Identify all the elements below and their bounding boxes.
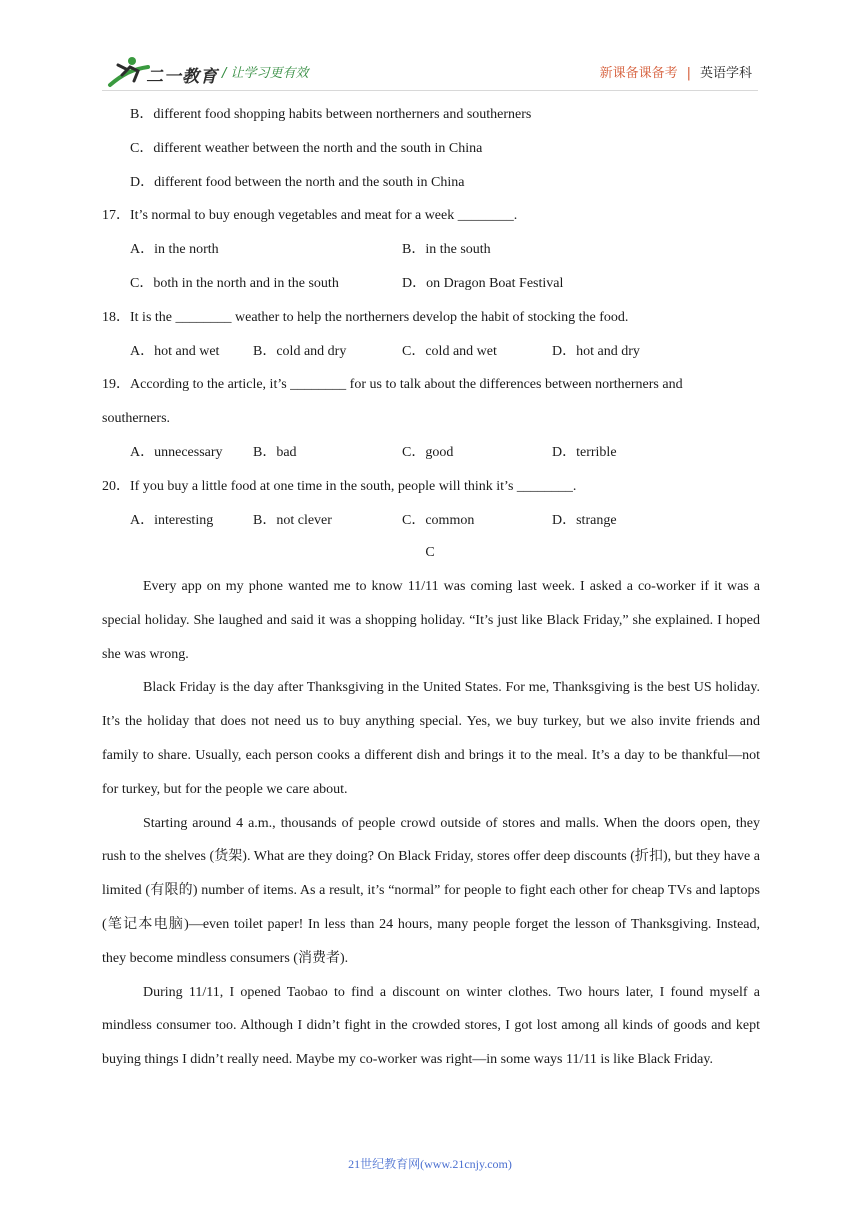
- slogan: / 让学习更有效: [222, 66, 309, 81]
- q20-stem: 20．If you buy a little food at one time in the south, people will think it’s ________.: [102, 479, 577, 494]
- page-footer: 21世纪教育网(www.21cnjy.com): [348, 1157, 512, 1171]
- q18-option-c: C．cold and wet: [402, 344, 497, 359]
- q17-stem: 17．It’s normal to buy enough vegetables and meat for a week ________.: [102, 208, 518, 223]
- passage-paragraph-2: Black Friday is the day after Thanksgiving in the United States. For me, Thanksgiving is the best US holiday. It’s the holiday that does not need us to buy anything special. Yes, we buy turkey, but we also invite friends and family to share. Usually, each person cooks a different dish and brings it to the meal. It’s a day to be thankful—not for turkey, but for the people we care about.: [102, 680, 760, 797]
- q17-option-c: C．both in the north and in the south: [130, 276, 339, 291]
- page-header: [0, 0, 860, 92]
- q19-option-b: B．bad: [253, 445, 297, 460]
- reading-passage: [102, 570, 760, 1077]
- tag-separator: |: [686, 66, 691, 81]
- q18-option-d: D．hot and dry: [552, 344, 640, 359]
- logo-text: 二一教育: [146, 67, 218, 87]
- q17-option-b: B．in the south: [402, 242, 491, 257]
- q20-option-b: B．not clever: [253, 513, 332, 528]
- q19-option-d: D．terrible: [552, 445, 617, 460]
- q17-option-a: A．in the north: [130, 242, 219, 257]
- q19-stem-line1: 19．According to the article, it’s ________ for us to talk about the differences between northerners and: [102, 377, 683, 392]
- q16-option-c: C．different weather between the north and the south in China: [130, 141, 483, 156]
- passage-paragraph-4: During 11/11, I opened Taobao to find a discount on winter clothes. Two hours later, I found myself a mindless consumer too. Although I didn’t fight in the crowded stores, I got lost among all kinds of goods and kept buying things I didn’t really need. Maybe my co-worker was right—in some ways 11/11 is like Black Friday.: [102, 984, 760, 1068]
- q18-option-b: B．cold and dry: [253, 344, 347, 359]
- q20-option-a: A．interesting: [130, 513, 214, 528]
- section-label: C: [425, 545, 435, 560]
- tag-prep: 新课备课备考: [599, 66, 678, 81]
- q18-stem: 18．It is the ________ weather to help the northerners develop the habit of stocking the food.: [102, 310, 629, 325]
- q17-option-d: D．on Dragon Boat Festival: [402, 276, 564, 291]
- tag-subject: 英语学科: [699, 66, 752, 81]
- q16-option-b: B．different food shopping habits between northerners and southerners: [130, 107, 532, 122]
- passage-paragraph-3: Starting around 4 a.m., thousands of people crowd outside of stores and malls. When the doors open, they rush to the shelves (货架). What are they doing? On Black Friday, stores offer deep discounts (折扣), but they have a limited (有限的) number of items. As a result, it’s “normal” for people to fight each other for cheap TVs and laptops (笔记本电脑)—even toilet paper! In less than 24 hours, many people forget the lesson of Thanksgiving. Instead, they become mindless consumers (消费者).: [102, 815, 760, 966]
- q20-option-d: D．strange: [552, 513, 617, 528]
- header-divider: [102, 90, 758, 91]
- q19-option-c: C．good: [402, 445, 454, 460]
- q19-option-a: A．unnecessary: [130, 445, 223, 460]
- q16-option-d: D．different food between the north and the south in China: [130, 175, 465, 190]
- q18-option-a: A．hot and wet: [130, 344, 220, 359]
- q19-stem-line2: southerners.: [102, 411, 171, 426]
- subject-tag: [600, 62, 752, 81]
- passage-paragraph-1: Every app on my phone wanted me to know 11/11 was coming last week. I asked a co-worker if it was a special holiday. She laughed and said it was a shopping holiday. “It’s just like Black Friday,” she explained. I hoped she was wrong.: [102, 579, 760, 662]
- q20-option-c: C．common: [402, 513, 475, 528]
